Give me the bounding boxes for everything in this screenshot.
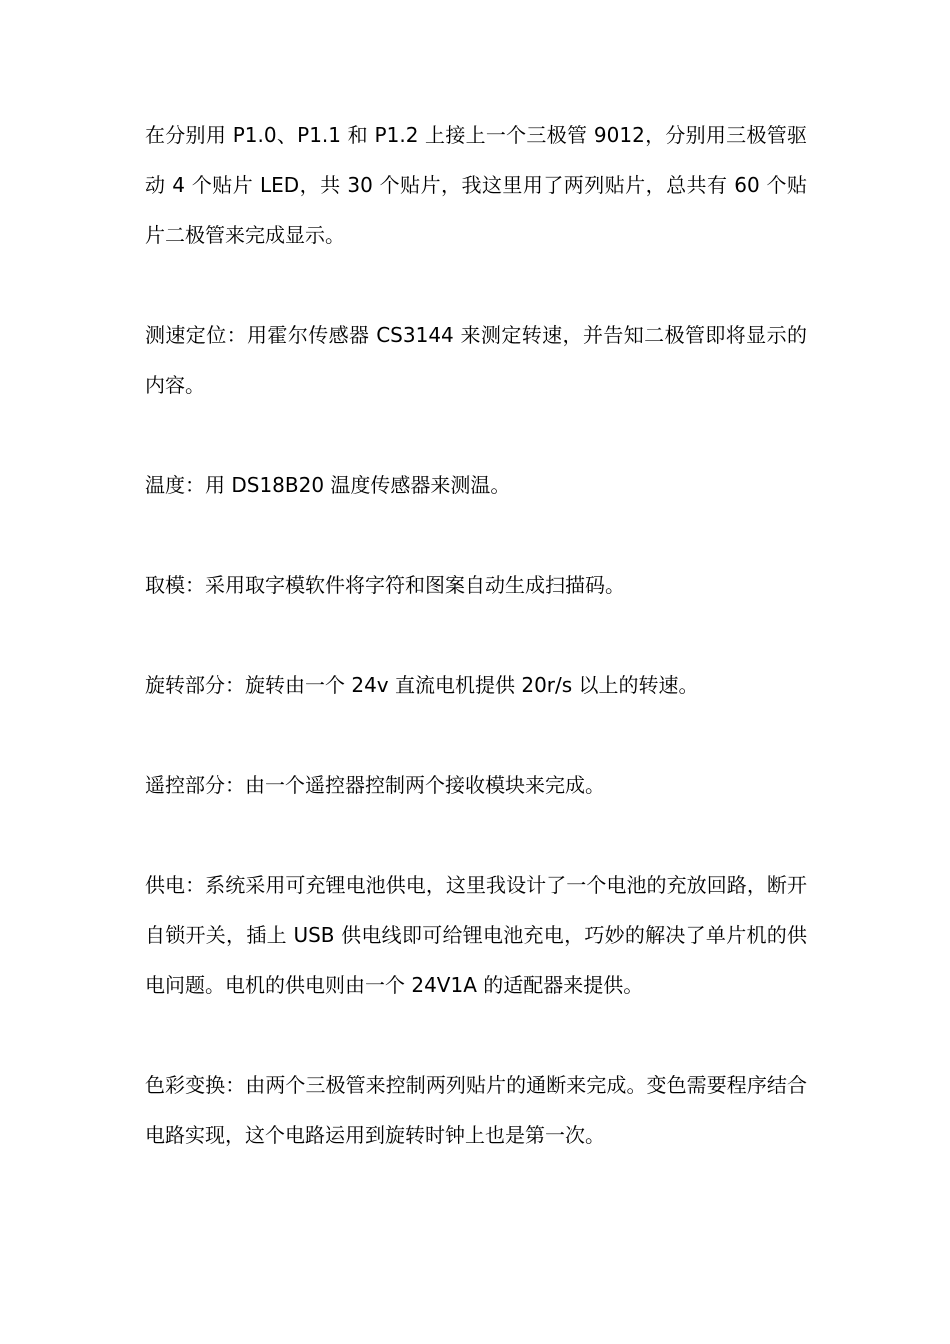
paragraph-color-change: 色彩变换：由两个三极管来控制两列贴片的通断来完成。变色需要程序结合电路实现，这个电路运用到旋转时钟上也是第一次。 (145, 1073, 807, 1147)
paragraph-power-supply: 供电：系统采用可充锂电池供电，这里我设计了一个电池的充放回路，断开自锁开关，插上 USB 供电线即可给锂电池充电，巧妙的解决了单片机的供电问题。电机的供电则由一个 24V1A 的适配器来提供。 (145, 873, 807, 997)
paragraph-led-driver: 在分别用 P1.0、P1.1 和 P1.2 上接上一个三极管 9012，分别用三极管驱动 4 个贴片 LED，共 30 个贴片，我这里用了两列贴片，总共有 60 个贴片二极管来完成显示。 (145, 123, 807, 247)
paragraph-temperature: 温度：用 DS18B20 温度传感器来测温。 (145, 473, 511, 497)
paragraph-font-modeling: 取模：采用取字模软件将字符和图案自动生成扫描码。 (145, 573, 625, 597)
paragraph-speed-positioning: 测速定位：用霍尔传感器 CS3144 来测定转速，并告知二极管即将显示的内容。 (145, 323, 807, 397)
paragraph-remote-control: 遥控部分：由一个遥控器控制两个接收模块来完成。 (145, 773, 605, 797)
paragraph-rotation: 旋转部分：旋转由一个 24v 直流电机提供 20r/s 以上的转速。 (145, 673, 699, 697)
